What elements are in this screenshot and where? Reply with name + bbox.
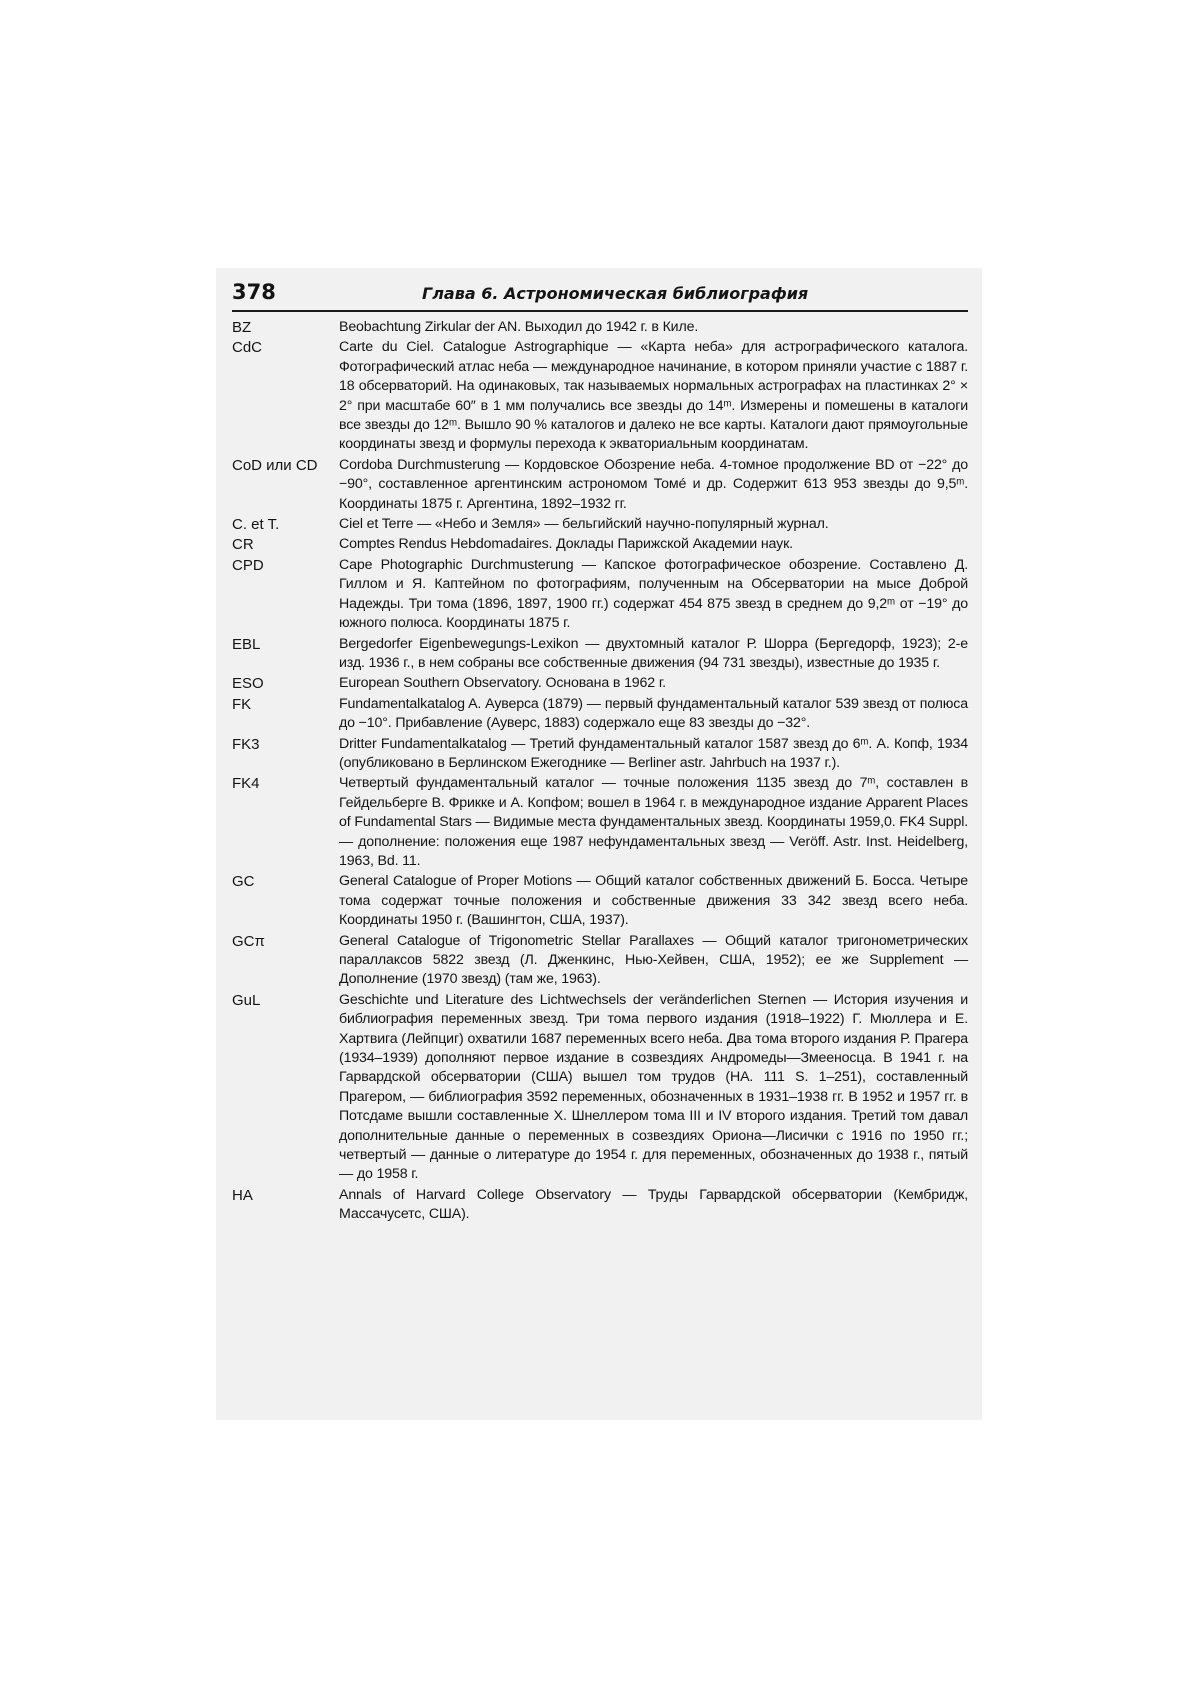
list-item (232, 556, 968, 634)
entry-description: Четвертый фундаментальный каталог — точные положения 1135 звезд до 7ᵐ, составлен в Гейдельберге В. Фрикке и А. Копфом; вошел в 1964 г. в международное издание Apparent Places of Fundamental Stars — Видимые места фундаментальных звезд. Координаты 1959,0. FK4 Suppl. — дополнение: положения еще 1987 нефундаментальных звезд — Veröff. Astr. Inst. Heidelberg, 1963, Bd. 11. (339, 775, 968, 869)
page-header (232, 280, 968, 312)
list-item (232, 635, 968, 674)
entry-abbreviation: CoD или CD (232, 456, 318, 474)
list-item (232, 735, 968, 774)
entry-description: Bergedorfer Eigenbewegungs-Lexikon — двухтомный каталог Р. Шорра (Бергедорф, 1923); 2-е изд. 1936 г., в нем собраны все собственные движения (94 731 звезды), известные до 1935 г. (339, 635, 968, 671)
book-page (232, 280, 968, 1226)
entry-description: Fundamentalkatalog A. Ауверса (1879) — первый фундаментальный каталог 539 звезд от полюса до −10°. Прибавление (Ауверс, 1883) содержало еще 83 звезды до −32°. (339, 695, 968, 732)
list-item (232, 456, 968, 514)
list-item (232, 1186, 968, 1225)
list-item (232, 774, 968, 871)
list-item (232, 991, 968, 1185)
abbreviation-list (232, 318, 968, 1225)
entry-description: General Catalogue of Trigonometric Stellar Parallaxes — Общий каталог тригонометрических параллаксов 5822 звезд (Л. Дженкинс, Нью-Хейвен, США, 1952); ее же Supplement — Дополнение (1970 звезд) (там же, 1963). (339, 932, 968, 988)
entry-abbreviation: GuL (232, 991, 261, 1009)
entry-abbreviation: ESO (232, 675, 264, 693)
entry-abbreviation: CdC (232, 339, 263, 357)
entry-abbreviation: FK (232, 695, 252, 713)
entry-description: Annals of Harvard College Observatory — Труды Гарвардской обсерватории (Кембридж, Массачусетс, США). (339, 1186, 968, 1223)
list-item (232, 535, 968, 554)
entry-abbreviation: FK4 (232, 775, 260, 793)
list-item (232, 318, 968, 337)
entry-description: Cape Photographic Durchmusterung — Капское фотографическое обозрение. Составлено Д. Гиллом и Я. Каптейном по фотографиям, полученным на Обсерватории на мысе Доброй Надежды. Три тома (1896, 1897, 1900 гг.) содержат 454 875 звезд в среднем до 9,2ᵐ от −19° до южного полюса. Координаты 1875 г. (339, 556, 968, 632)
entry-abbreviation: HA (232, 1186, 253, 1204)
entry-abbreviation: C. et T. (232, 516, 280, 534)
list-item (232, 932, 968, 990)
entry-description: General Catalogue of Proper Motions — Общий каталог собственных движений Б. Босса. Четыре тома содержат точные положения и собственные движения 33 342 звезд всего неба. Координаты 1950 г. (Вашингтон, США, 1937). (339, 873, 968, 929)
entry-description: European Southern Observatory. Основана в 1962 г. (339, 675, 666, 692)
entry-abbreviation: CPD (232, 556, 264, 574)
entry-abbreviation: CR (232, 536, 254, 554)
list-item (232, 872, 968, 930)
entry-description: Comptes Rendus Hebdomadaires. Доклады Парижской Академии наук. (339, 536, 793, 553)
entry-description: Dritter Fundamentalkatalog — Третий фундаментальный каталог 1587 звезд до 6ᵐ. А. Копф, 1934 (опубликовано в Берлинском Ежегоднике — Berliner astr. Jahrbuch на 1937 г.). (339, 735, 968, 771)
page-number: 378 (232, 280, 276, 304)
list-item (232, 515, 968, 534)
entry-description: Ciel et Terre — «Небо и Земля» — бельгийский научно-популярный журнал. (339, 516, 829, 533)
entry-abbreviation: EBL (232, 635, 261, 653)
list-item (232, 674, 968, 693)
entry-description: Beobachtung Zirkular der AN. Выходил до 1942 г. в Киле. (339, 319, 699, 335)
list-item (232, 338, 968, 454)
entry-abbreviation: GCπ (232, 932, 265, 950)
entry-abbreviation: FK3 (232, 735, 260, 753)
entry-description: Carte du Ciel. Catalogue Astrographique — «Карта неба» для астрографического каталога. Фотографический атлас неба — международное начинание, в котором приняли участие с 1887 г. 18 обсерваторий. На одинаковых, так называемых нормальных астрографах на пластинках 2° × 2° при масштабе 60″ в 1 мм получались все звезды до 14ᵐ. Измерены и помешены в каталоги все звезды до 12ᵐ. Вышло 90 % каталогов и далеко не все карты. Каталоги дают прямоугольные координаты звезд и формулы перехода к экваториальным координатам. (339, 339, 968, 453)
running-head: Глава 6. Астрономическая библиография (422, 284, 809, 303)
entry-description: Geschichte und Literature des Lichtwechsels der veränderlichen Sternen — История изучения и библиография переменных звезд. Три тома первого издания (1918–1922) Г. Мюллера и Е. Хартвига (Лейпциг) охватили 1687 переменных всего неба. Два тома второго издания Р. Прагера (1934–1939) дополняют первое издание в созвездиях Андромеды—Змееносца. В 1941 г. на Гарвардской обсерватории (США) вышел том трудов (HA. 111 S. 1–251), составленный Прагером, — библиография 3592 переменных, обозначенных в 1931–1938 гг. В 1952 и 1957 гг. в Потсдаме вышли составленные Х. Шнеллером тома III и IV второго издания. Третий том давал дополнительные данные о переменных в созвездиях Ориона—Лисички с 1916 по 1950 гг.; четвертый — данные о литературе до 1954 г. для переменных, обозначенных до 1938 г., пятый — до 1958 г. (339, 991, 968, 1183)
entry-abbreviation: BZ (232, 319, 252, 336)
entry-abbreviation: GC (232, 873, 255, 891)
list-item (232, 695, 968, 734)
entry-description: Cordoba Durchmusterung — Кордовское Обозрение неба. 4-томное продолжение BD от −22° до −90°, составленное аргентинским астрономом Томé и др. Содержит 613 953 звезды до 9,5ᵐ. Координаты 1875 г. Аргентина, 1892–1932 гг. (339, 456, 968, 512)
